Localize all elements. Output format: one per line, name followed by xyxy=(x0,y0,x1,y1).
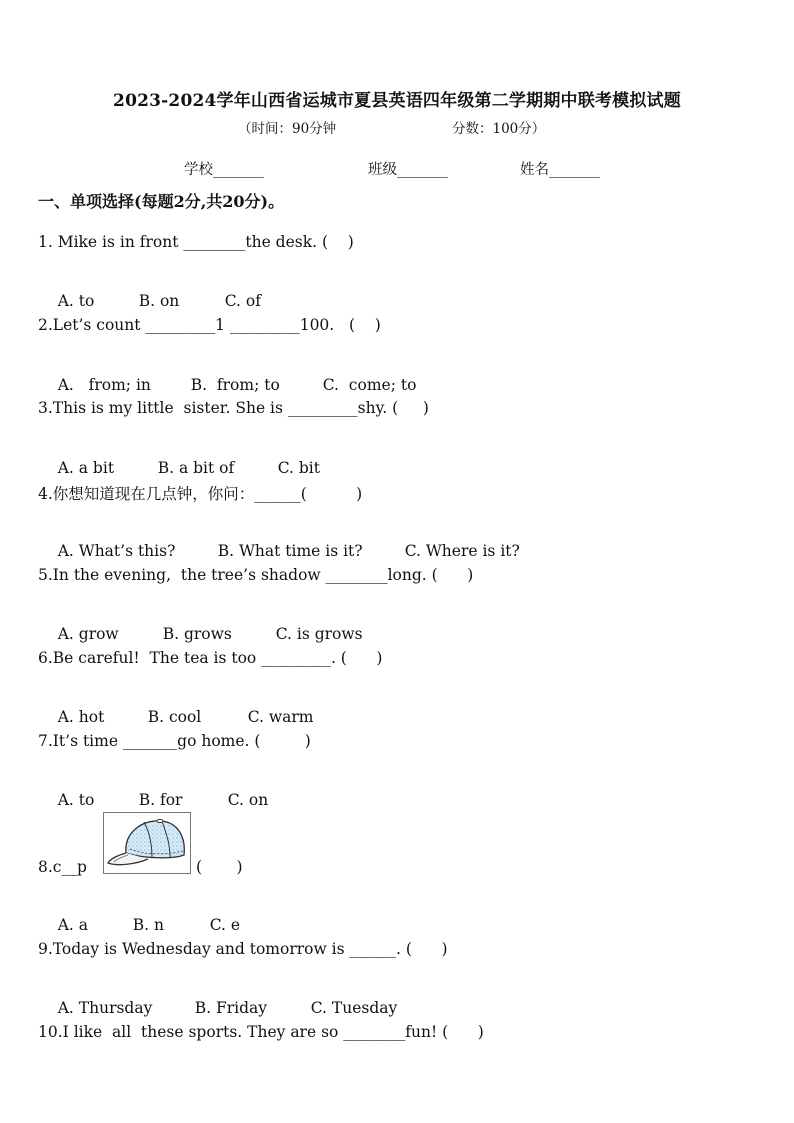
option-c: C. bit xyxy=(277,459,320,477)
option-a: A. a bit xyxy=(57,459,115,477)
option-b: B. cool xyxy=(147,708,202,726)
question-3-stem: 3.This is my little sister. She is _________shy. ( ) xyxy=(38,399,429,417)
question-8-stem: 8.c__p xyxy=(38,858,87,876)
option-c: C. Where is it? xyxy=(404,542,520,560)
option-a: A. to xyxy=(57,791,95,809)
question-10-stem: 10.I like all these sports. They are so ________fun! ( ) xyxy=(38,1023,484,1041)
question-7-stem: 7.It’s time _______go home. ( ) xyxy=(38,732,311,750)
page-title: 2023-2024学年山西省运城市夏县英语四年级第二学期期中联考模拟试题 xyxy=(113,91,681,111)
option-a: A. a xyxy=(57,916,89,934)
option-b: B. from; to xyxy=(190,376,280,394)
option-a: A. to xyxy=(57,292,95,310)
option-b: B. on xyxy=(138,292,180,310)
option-a: A. Thursday xyxy=(57,999,153,1017)
option-a: A. hot xyxy=(57,708,105,726)
question-1-stem: 1. Mike is in front ________the desk. ( ) xyxy=(38,233,354,251)
question-4-stem: 4.你想知道现在几点钟，你问：______( ) xyxy=(38,485,363,503)
option-c: C. of xyxy=(224,292,261,310)
cap-picture xyxy=(103,812,191,874)
school-field: 学校_______ xyxy=(184,162,264,178)
section-heading: 一、单项选择(每题2分,共20分)。 xyxy=(38,192,285,211)
option-c: C. come; to xyxy=(322,376,417,394)
option-b: B. for xyxy=(138,791,183,809)
option-c: C. is grows xyxy=(275,625,363,643)
option-a: A. grow xyxy=(57,625,119,643)
option-b: B. Friday xyxy=(194,999,268,1017)
option-a: A. from; in xyxy=(57,376,151,394)
exam-score: 分数：100分） xyxy=(452,121,546,137)
question-5-stem: 5.In the evening, the tree’s shadow ________long. ( ) xyxy=(38,566,474,584)
option-b: B. grows xyxy=(162,625,232,643)
option-c: C. on xyxy=(227,791,269,809)
option-b: B. a bit of xyxy=(157,459,235,477)
question-6-stem: 6.Be careful! The tea is too _________. ( ) xyxy=(38,649,383,667)
option-b: B. What time is it? xyxy=(217,542,363,560)
question-2-stem: 2.Let’s count _________1 _________100. ( ) xyxy=(38,316,381,334)
option-a: A. What’s this? xyxy=(57,542,176,560)
option-c: C. Tuesday xyxy=(310,999,398,1017)
option-b: B. n xyxy=(132,916,164,934)
option-c: C. e xyxy=(209,916,241,934)
question-9-stem: 9.Today is Wednesday and tomorrow is ______. ( ) xyxy=(38,940,448,958)
name-field: 姓名_______ xyxy=(520,162,600,178)
cap-icon xyxy=(104,813,190,873)
option-c: C. warm xyxy=(247,708,314,726)
question-8-answer-bracket: ( ) xyxy=(196,858,243,876)
exam-time: （时间：90分钟 xyxy=(238,121,337,137)
class-field: 班级_______ xyxy=(368,162,448,178)
